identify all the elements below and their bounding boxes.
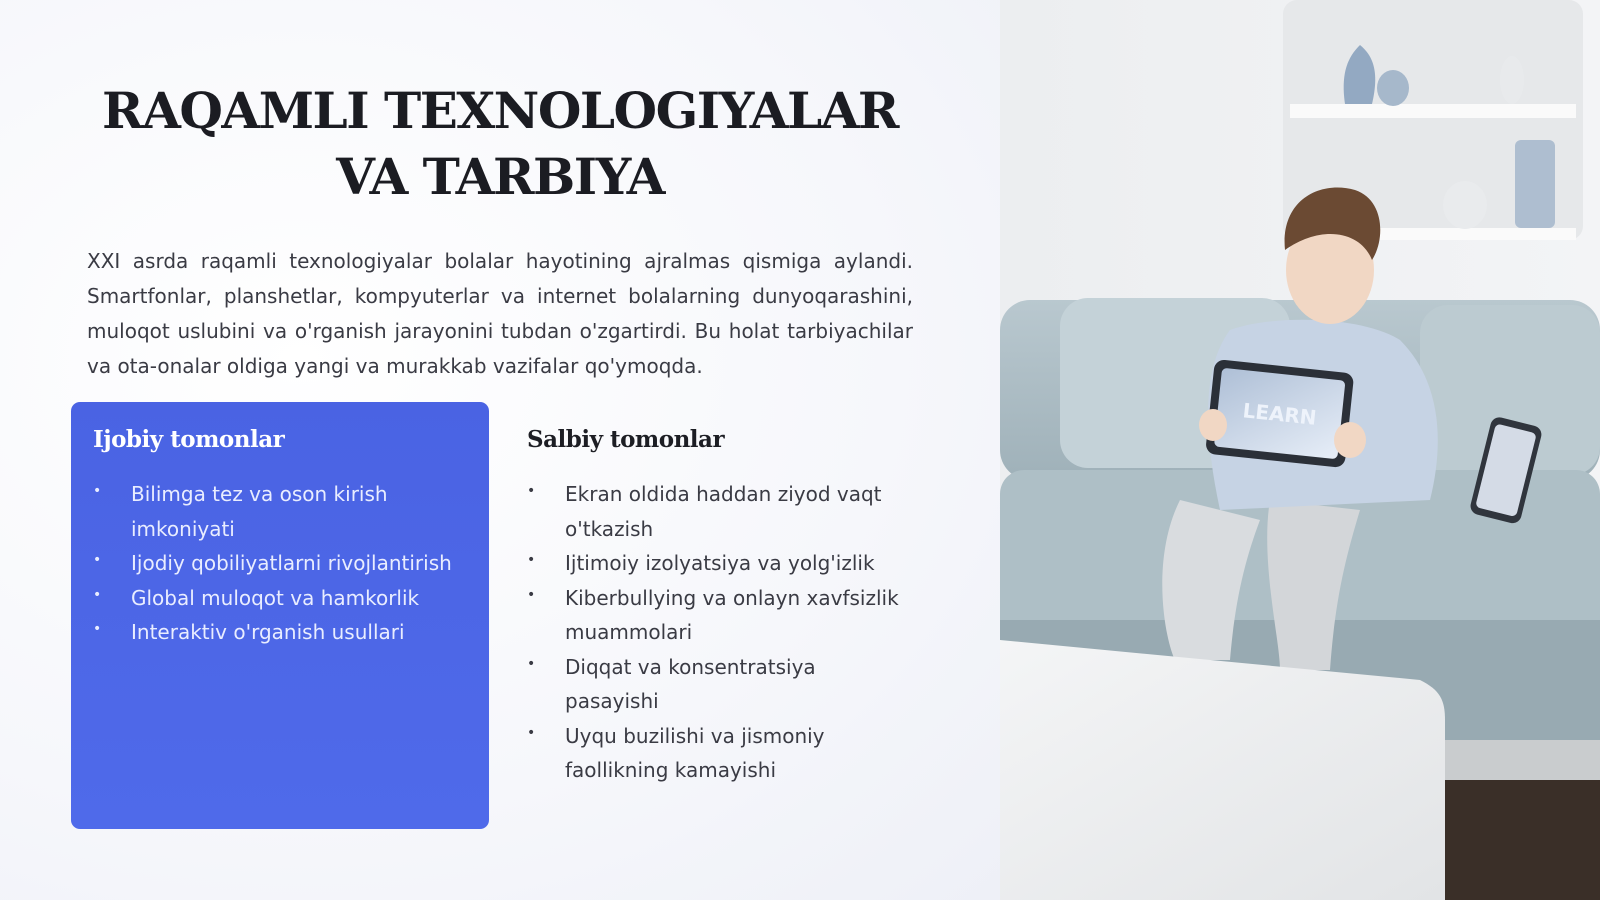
negative-aspects-title: Salbiy tomonlar: [527, 426, 725, 453]
intro-paragraph: XXI asrda raqamli texnologiyalar bolalar hayotining ajralmas qismiga aylandi. Smartfonlar, planshetlar, kompyuterlar va internet bolalarning dunyoqarashini, muloqot uslubini va o'rganish jarayonini tubdan o'zgartirdi. Bu holat tarbiyachilar va ota-onalar oldiga yangi va murakkab vazifalar qo'ymoqda.: [87, 249, 913, 378]
positive-aspects-title: Ijobiy tomonlar: [93, 426, 285, 453]
negative-aspects-list: [527, 477, 913, 788]
bullet-icon: •: [527, 655, 536, 672]
bullet-icon: •: [527, 586, 536, 603]
bullet-icon: •: [93, 552, 102, 568]
list-item-text: Ekran oldida haddan ziyod vaqt o'tkazish: [565, 482, 882, 541]
slide-title: [60, 78, 940, 210]
list-item-text: Ijodiy qobiliyatlarni rivojlantirish: [131, 551, 452, 575]
list-item: [527, 581, 913, 650]
bullet-icon: •: [93, 586, 102, 603]
list-item: [93, 546, 467, 581]
child-hand: [1199, 409, 1227, 441]
tablet-screen-text: LEARN: [1241, 398, 1318, 430]
list-item-text: Kiberbullying va onlayn xavfsizlik muammolari: [565, 585, 899, 644]
coffee-table: [1000, 640, 1445, 900]
positive-aspects-list: [93, 477, 467, 650]
list-item: [93, 477, 467, 546]
book-icon: [1515, 140, 1555, 228]
list-item: [93, 615, 467, 650]
shelf-board: [1290, 104, 1576, 118]
list-item-text: Diqqat va konsentratsiya pasayishi: [565, 654, 816, 713]
list-item: [527, 650, 913, 719]
floor-shadow: [1440, 780, 1600, 900]
photo-illustration: [1000, 0, 1600, 900]
tablet-icon: [1205, 359, 1354, 468]
child-hand: [1334, 422, 1366, 458]
bullet-icon: •: [527, 552, 536, 568]
list-item-text: Uyqu buzilishi va jismoniy faollikning kamayishi: [565, 723, 825, 782]
negative-aspects-card: [505, 402, 935, 829]
bullet-icon: •: [527, 483, 536, 499]
list-item: [527, 477, 913, 546]
photo-child-with-tablet: [1000, 0, 1600, 900]
list-item-text: Bilimga tez va oson kirish imkoniyati: [131, 482, 388, 541]
bullet-icon: •: [527, 724, 536, 741]
bullet-icon: •: [93, 621, 102, 637]
list-item-text: Ijtimoiy izolyatsiya va yolg'izlik: [565, 551, 875, 575]
slide-title-line-2: VA TARBIYA: [336, 147, 664, 206]
vase-icon: [1443, 181, 1487, 229]
slide-title-line-1: RAQAMLI TEXNOLOGIYALAR: [102, 81, 898, 140]
list-item: [527, 719, 913, 788]
positive-aspects-card: [71, 402, 489, 829]
bullet-icon: •: [93, 483, 102, 499]
list-item: [93, 581, 467, 616]
list-item: [527, 546, 913, 581]
vase-icon: [1500, 56, 1524, 104]
vase-icon: [1377, 70, 1409, 106]
list-item-text: Global muloqot va hamkorlik: [131, 585, 420, 610]
list-item-text: Interaktiv o'rganish usullari: [131, 620, 405, 644]
